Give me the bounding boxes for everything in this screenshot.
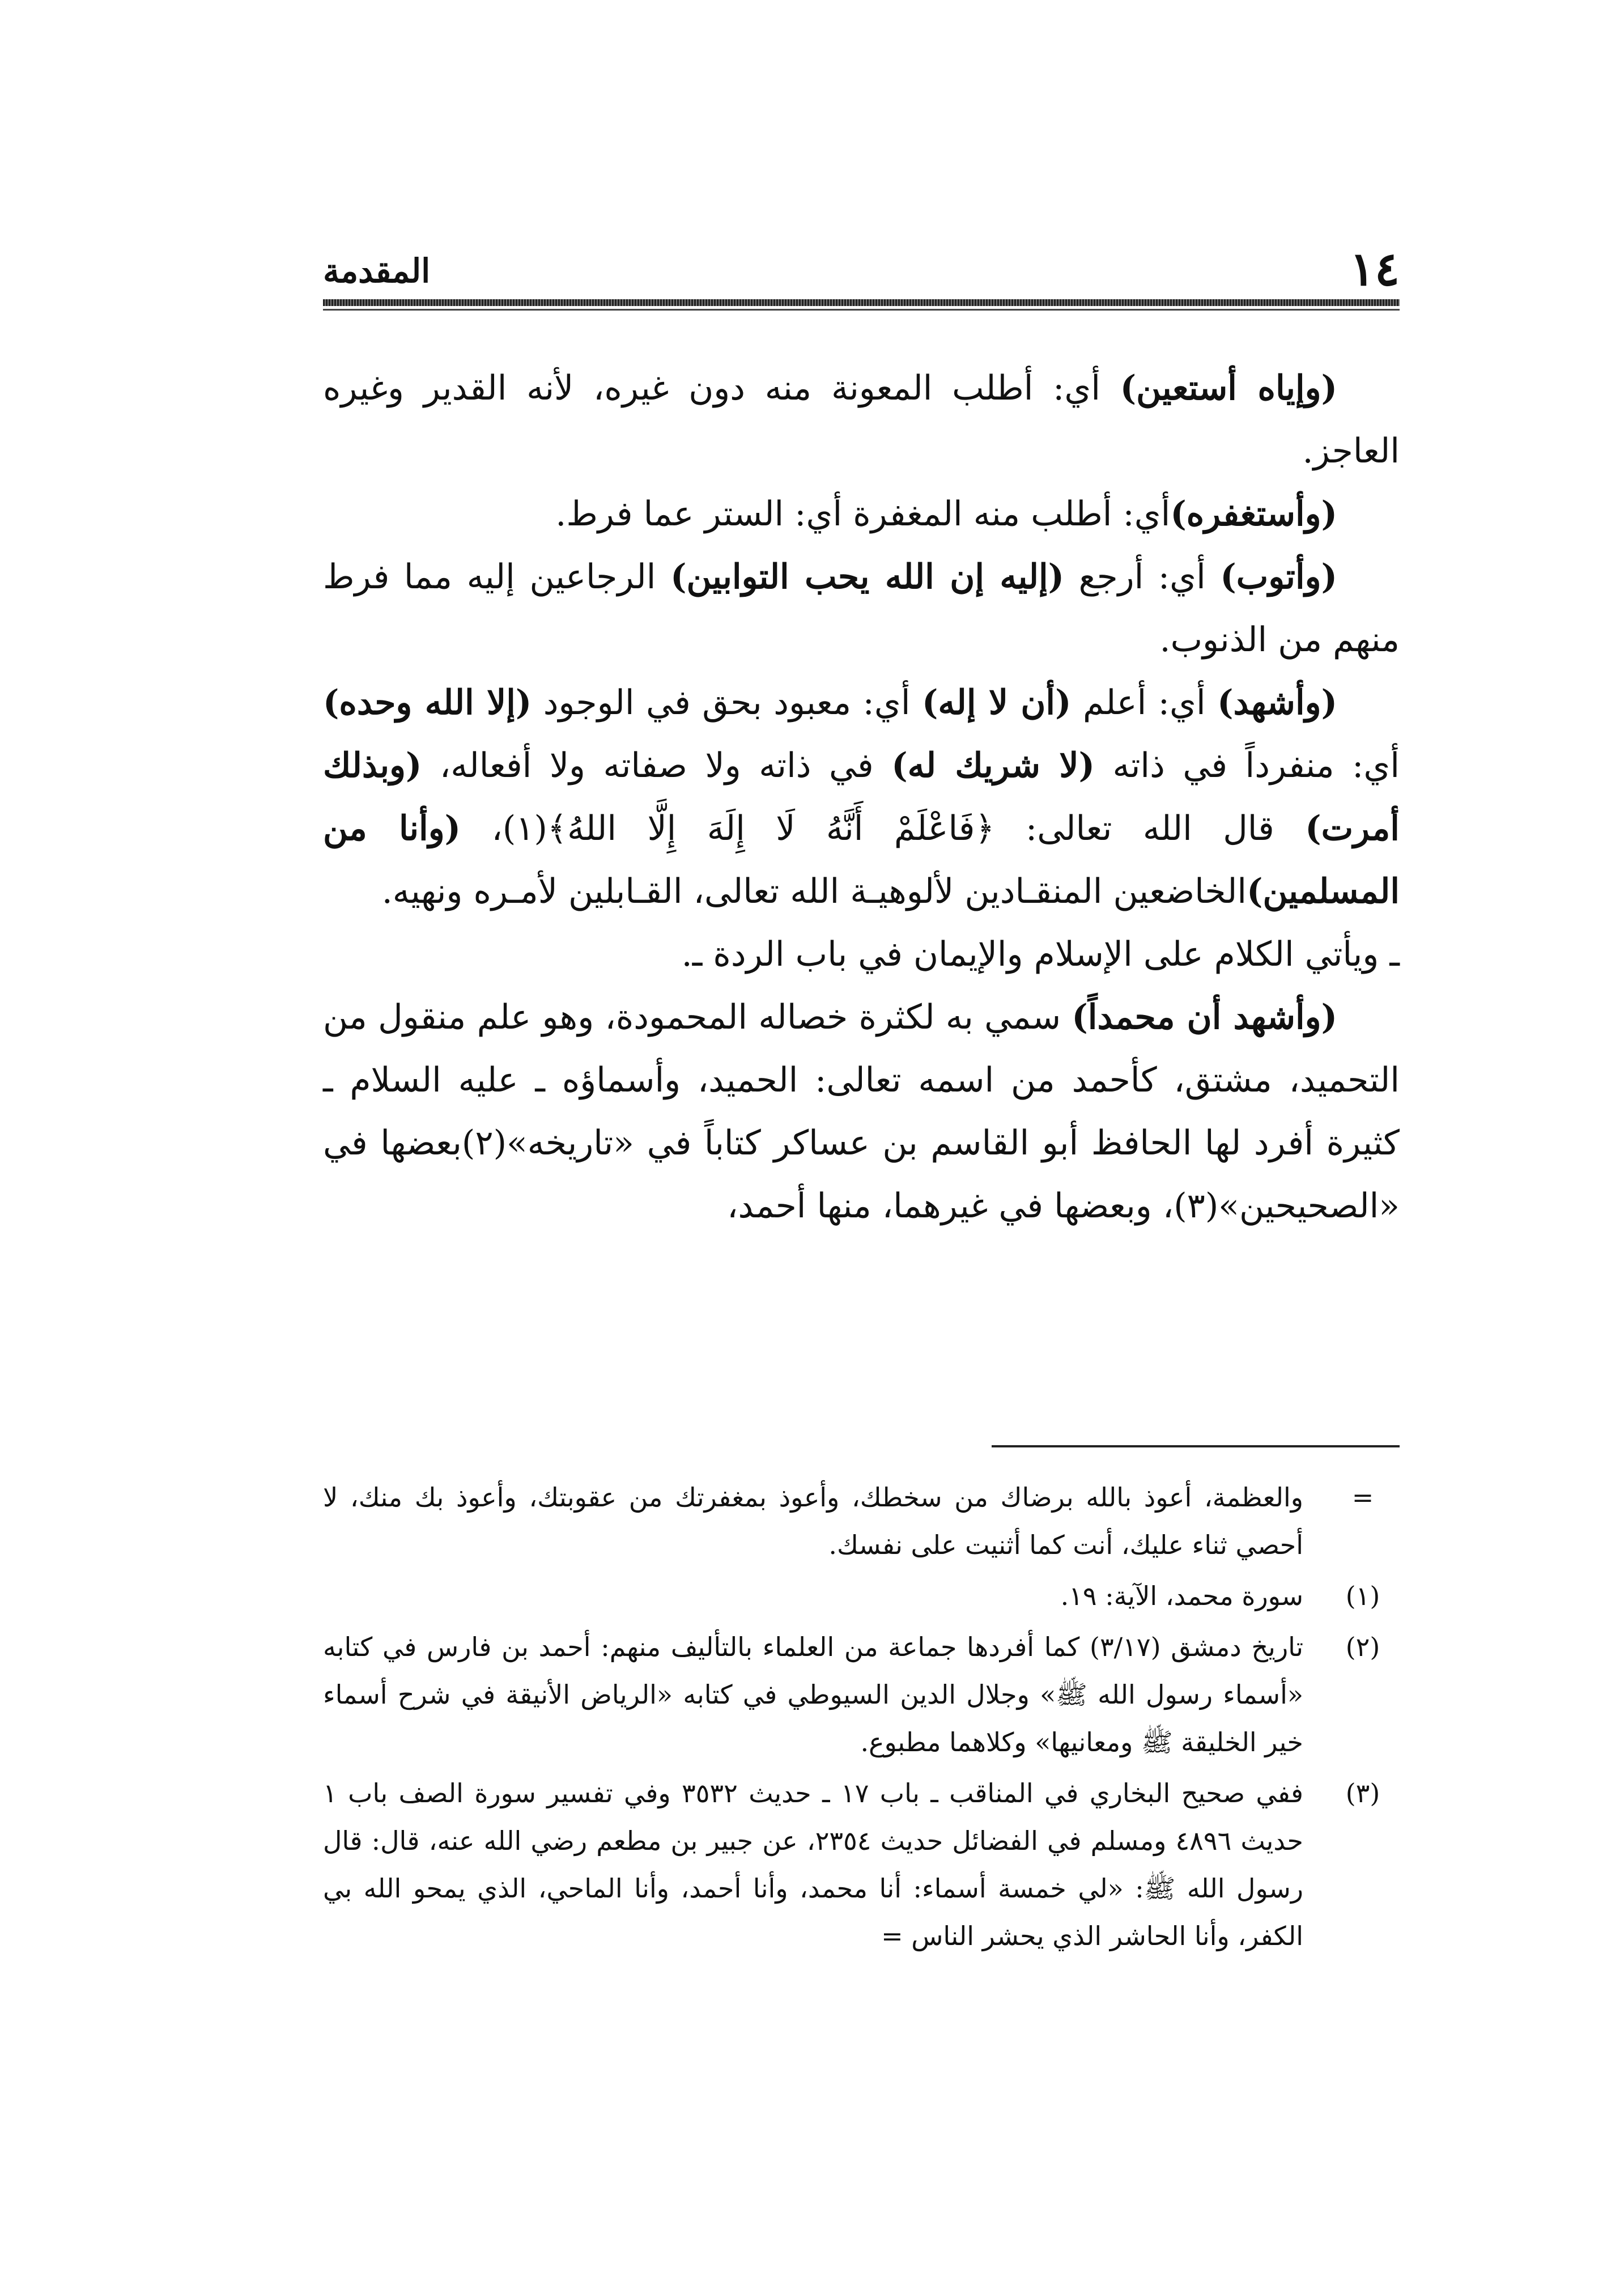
term: (وأشهد) (1217, 683, 1337, 723)
text: أي: معبود بحق في الوجود (532, 683, 922, 723)
text: أي: أطلب منه المغفرة أي: الستر عما فرط. (555, 494, 1171, 534)
main-text (323, 357, 1400, 1238)
footnote-text: سورة محمد، الآية: ١٩. (1060, 1581, 1303, 1611)
term: (وبذلك أمرت) (323, 746, 1400, 848)
footnote-continued (323, 1474, 1400, 1569)
text: أي: أعلم (1071, 683, 1218, 723)
footnotes (323, 1474, 1400, 1963)
paragraph-tawba (323, 546, 1400, 672)
footnote-marker: = (1351, 1482, 1374, 1513)
text: أي: أرجع (1064, 557, 1221, 597)
term: (وأشهد أن محمداً) (1072, 997, 1337, 1037)
term: (وأتوب) (1220, 557, 1338, 597)
text: سمي به لكثرة خصاله المحمودة، وهو علم منقول من التحميد، مشتق، كأحمد من اسمه تعالى: الحميد، وأسماؤه ـ عليه السلام ـ كثيرة أفرد لها الحافظ أبو القاسم بن عساكر كتاباً في «تاريخه»(٢)بعضها في «الصحيحين»(٣)، وبعضها في غيرهما، منها أحمد، (323, 997, 1400, 1226)
paragraph-shahada (323, 672, 1400, 923)
term: (أن لا إله) (922, 683, 1072, 723)
footnote-separator (992, 1445, 1400, 1447)
page-number: ١٤ (1349, 242, 1400, 296)
running-title: المقدمة (323, 252, 431, 290)
text: الرجاعين إليه مما فرط منهم من الذنوب. (323, 557, 1400, 660)
footnote-marker: (٣) (1345, 1778, 1380, 1808)
paragraph-note-ridda: ـ ويأتي الكلام على الإسلام والإيمان في باب الردة ـ. (681, 935, 1400, 974)
header-rule (323, 299, 1400, 306)
header-rule-thin (323, 309, 1400, 311)
term: (إليه إن الله يحب التوابين) (670, 557, 1065, 597)
footnote-text: ففي صحيح البخاري في المناقب ـ باب ١٧ ـ حديث ٣٥٣٢ وفي تفسير سورة الصف باب ١ حديث ٤٨٩٦ ومسلم في الفضائل حديث ٢٣٥٤، عن جبير بن مطعم رضي الله عنه، قال: قال رسول الله ﷺ: «لي خمسة أسماء: أنا محمد، وأنا أحمد، وأنا الماحي، الذي يمحو الله بي الكفر، وأنا الحاشر الذي يحشر الناس = (323, 1778, 1303, 1951)
text: أي: أطلب المعونة منه دون غيره، لأنه القدير وغيره العاجز. (323, 368, 1400, 471)
footnote-2 (323, 1623, 1400, 1766)
page-header (323, 244, 1400, 295)
paragraph-muhammad (323, 986, 1400, 1238)
footnote-text: والعظمة، أعوذ بالله برضاك من سخطك، وأعوذ بمغفرتك من عقوبتك، وأعوذ بك منك، لا أحصي ثناء عليك، أنت كما أثنيت على نفسك. (323, 1482, 1303, 1560)
footnote-marker: (١) (1345, 1581, 1380, 1611)
footnote-marker: (٢) (1345, 1632, 1380, 1662)
text: قال الله تعالى: ﴿فَاعْلَمْ أَنَّهُ لَا إِلَهَ إِلَّا اللهُ﴾(١)، (461, 809, 1306, 848)
term: (إلا الله وحده) (323, 683, 532, 723)
term: (لا شريك له) (891, 746, 1095, 785)
paragraph-isti-ana (323, 357, 1400, 483)
term: (وأستغفره) (1170, 494, 1337, 534)
text: الخاضعين المنقـادين لألوهيـة الله تعالى، القـابلين لأمـره ونهيه. (381, 872, 1247, 911)
footnote-1 (323, 1572, 1400, 1620)
text: في ذاته ولا صفاته ولا أفعاله، (422, 746, 892, 785)
footnote-text: تاريخ دمشق (٣/١٧) كما أفردها جماعة من العلماء بالتأليف منهم: أحمد بن فارس في كتابه «أسماء رسول الله ﷺ» وجلال الدين السيوطي في كتابه «الرياض الأنيقة في شرح أسماء خير الخليقة ﷺ ومعانيها» وكلاهما مطبوع. (323, 1632, 1303, 1757)
term: (وإياه أستعين) (1120, 368, 1338, 408)
footnote-3 (323, 1769, 1400, 1960)
term: (وأنا من المسلمين) (323, 809, 1400, 911)
text: أي: منفرداً في ذاته (1095, 746, 1400, 785)
paragraph-istighfar (323, 483, 1400, 546)
